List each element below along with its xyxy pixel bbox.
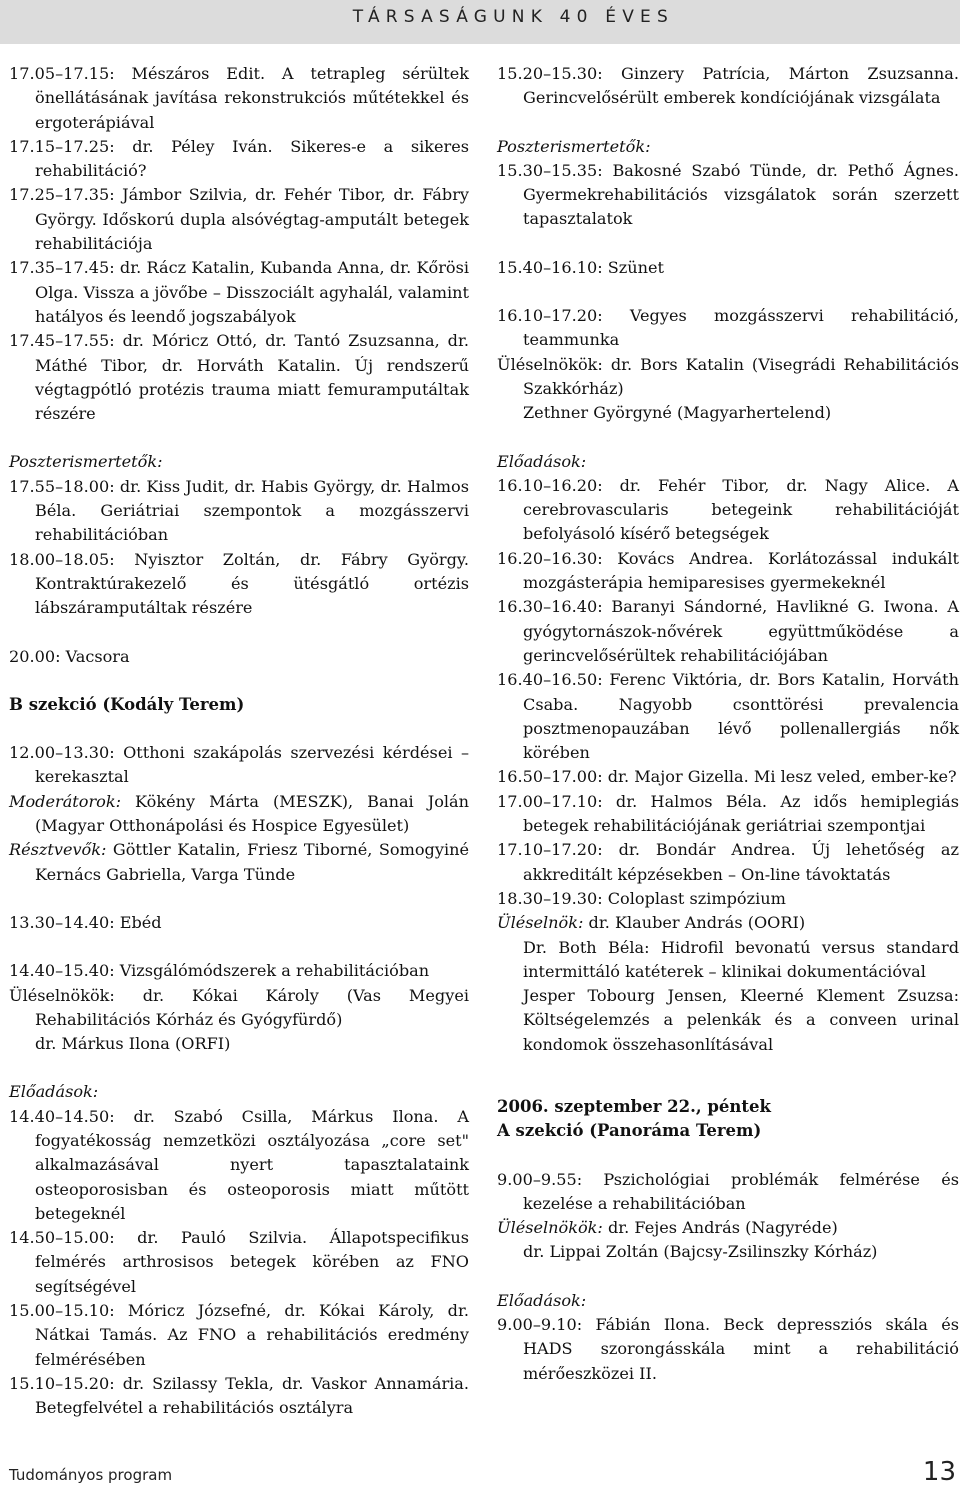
page-number: 13	[922, 1457, 956, 1487]
role-label: Üléselnökök:	[497, 1218, 603, 1238]
program-entry: 18.00–18.05: Nyisztor Zoltán, dr. Fábry György. Kontraktúrakezelő és ütésgátló ortézis lábszáramputáltak részére	[9, 549, 469, 618]
role-entry	[497, 1216, 959, 1240]
program-entry: 17.25–17.35: Jámbor Szilvia, dr. Fehér Tibor, dr. Fábry György. Időskorú dupla alsóvégtag-amputált betegek rehabilitációja	[9, 185, 469, 254]
program-entry: 18.30–19.30: Coloplast szimpózium	[497, 888, 786, 908]
program-entry: Üléselnökök: dr. Bors Katalin (Visegrádi Rehabilitációs Szakkórház)	[497, 354, 959, 398]
program-entry: 15.00–15.10: Móricz Józsefné, dr. Kókai Károly, dr. Nátkai Tamás. Az FNO a rehabilitációs eredmény felmérésében	[9, 1301, 469, 1369]
role-label: Üléselnök:	[497, 913, 584, 933]
program-entry: 17.15–17.25: dr. Péley Iván. Sikeres-e a sikeres rehabilitáció?	[9, 136, 469, 181]
page-header-title: TÁRSASÁGUNK 40 ÉVES	[352, 7, 674, 27]
header-band	[0, 0, 960, 44]
chair-name: dr. Lippai Zoltán (Bajcsy-Zsilinszky Kórház)	[523, 1242, 878, 1262]
role-text: Kökény Márta (MESZK), Banai Jolán (Magyar Otthonápolási és Hospice Egyesület)	[35, 791, 469, 836]
role-label: Résztvevők:	[9, 840, 107, 860]
program-entry: 17.05–17.15: Mészáros Edit. A tetrapleg sérültek önellátásának javítása rekonstrukciós műtétekkel és ergoterápiával	[9, 64, 469, 132]
section-heading: A szekció (Panoráma Terem)	[497, 1121, 762, 1141]
program-entry: Üléselnökök: dr. Kókai Károly (Vas Megyei Rehabilitációs Kórház és Gyógyfürdő)	[9, 985, 469, 1029]
footer-section-label: Tudományos program	[9, 1466, 173, 1484]
subsection-heading: Poszterismertetők:	[497, 136, 651, 156]
program-entry: 16.20–16.30: Kovács Andrea. Korlátozással indukált mozgásterápia hemiparesises gyermekeknél	[497, 548, 959, 593]
program-entry: 17.45–17.55: dr. Móricz Ottó, dr. Tantó Zsuzsanna, dr. Máthé Tibor, dr. Horváth Katalin. Új rendszerű végtagpótló protézis trauma miatt femuramputáltak részére	[9, 331, 469, 424]
subsection-heading: Előadások:	[497, 1290, 587, 1310]
program-entry: 17.35–17.45: dr. Rácz Katalin, Kubanda Anna, dr. Kőrösi Olga. Vissza a jövőbe – Disszociált agyhalál, valamint hatályos és leendő jogszabályok	[9, 258, 469, 326]
subsection-heading: Előadások:	[497, 451, 587, 471]
role-text: dr. Klauber András (OORI)	[583, 913, 806, 933]
program-entry: 16.30–16.40: Baranyi Sándorné, Havlikné G. Iwona. A gyógytornászok-nővérek együttműködése a gerincvelősérültek rehabilitációjában	[497, 597, 959, 665]
program-entry: 9.00–9.55: Pszichológiai problémák felmérése és kezelése a rehabilitációban	[497, 1169, 959, 1213]
role-entry	[9, 838, 469, 887]
chair-name: Dr. Both Béla: Hidrofil bevonatú versus standard intermittáló katéterek – klinikai dokumentációval	[523, 937, 959, 981]
role-label: Moderátorok:	[9, 791, 121, 811]
role-entry	[9, 790, 469, 839]
section-heading: B szekció (Kodály Terem)	[9, 694, 245, 714]
role-entry	[497, 911, 959, 935]
program-entry: 20.00: Vacsora	[9, 646, 130, 666]
program-entry: 14.50–15.00: dr. Pauló Szilvia. Állapotspecifikus felmérés arthrosisos betegek körében az FNO segítségével	[9, 1228, 469, 1296]
program-entry: 15.20–15.30: Ginzery Patrícia, Márton Zsuzsanna. Gerincvelősérült emberek kondíciójának vizsgálata	[497, 64, 959, 108]
program-entry: 15.40–16.10: Szünet	[497, 257, 664, 277]
chair-name: Jesper Tobourg Jensen, Kleerné Klement Zsuzsa: Költségelemzés a pelenkák és a conveen urinal kondomok összehasonlításával	[523, 986, 959, 1054]
program-entry: 14.40–15.40: Vizsgálómódszerek a rehabilitációban	[9, 961, 430, 981]
program-entry: 16.10–16.20: dr. Fehér Tibor, dr. Nagy Alice. A cerebrovascularis betegeink rehabilitációját befolyásoló kísérő betegségek	[497, 475, 959, 544]
left-column	[9, 62, 469, 1421]
program-entry: 17.10–17.20: dr. Bondár Andrea. Új lehetőség az akkreditált képzésekben – On-line távoktatás	[497, 840, 959, 884]
program-entry: 16.40–16.50: Ferenc Viktória, dr. Bors Katalin, Horváth Csaba. Nagyobb csonttörési prevalencia posztmenopauzában lévő pollenallergiás nők körében	[497, 670, 959, 763]
program-entry: 16.50–17.00: dr. Major Gizella. Mi lesz veled, ember-ke?	[497, 767, 957, 787]
subsection-heading: Előadások:	[9, 1082, 99, 1102]
program-entry: 15.10–15.20: dr. Szilassy Tekla, dr. Vaskor Annamária. Betegfelvétel a rehabilitációs osztályra	[9, 1373, 469, 1418]
program-entry: 9.00–9.10: Fábián Ilona. Beck depressziós skála és HADS szorongásskála mint a rehabilitáció mérőeszközei II.	[497, 1315, 959, 1383]
program-entry: 12.00–13.30: Otthoni szakápolás szervezési kérdései – kerekasztal	[9, 743, 469, 787]
program-entry: 16.10–17.20: Vegyes mozgásszervi rehabilitáció, teammunka	[497, 306, 959, 350]
chair-name: dr. Márkus Ilona (ORFI)	[35, 1034, 231, 1054]
right-column	[497, 62, 959, 1386]
program-entry: 17.00–17.10: dr. Halmos Béla. Az idős hemiplegiás betegek rehabilitációjának geriátriai szempontjai	[497, 791, 959, 836]
section-heading: 2006. szeptember 22., péntek	[497, 1096, 771, 1116]
subsection-heading: Poszterismertetők:	[9, 452, 163, 472]
role-text: dr. Fejes András (Nagyréde)	[602, 1218, 838, 1238]
program-entry: 14.40–14.50: dr. Szabó Csilla, Márkus Ilona. A fogyatékosság nemzetközi osztályozása „core set" alkalmazásával nyert tapasztalataink osteoporosisban és osteoporosis miatt műtött betegeknél	[9, 1106, 469, 1223]
program-entry: 15.30–15.35: Bakosné Szabó Tünde, dr. Pethő Ágnes. Gyermekrehabilitációs vizsgálatok során szerzett tapasztalatok	[497, 160, 959, 229]
program-entry: 17.55–18.00: dr. Kiss Judit, dr. Habis György, dr. Halmos Béla. Geriátriai szempontok a mozgásszervi rehabilitációban	[9, 476, 469, 545]
chair-name: Zethner Györgyné (Magyarhertelend)	[523, 403, 832, 423]
role-text: Göttler Katalin, Friesz Tiborné, Somogyiné Kernács Gabriella, Varga Tünde	[35, 840, 469, 884]
program-entry: 13.30–14.40: Ebéd	[9, 912, 162, 932]
